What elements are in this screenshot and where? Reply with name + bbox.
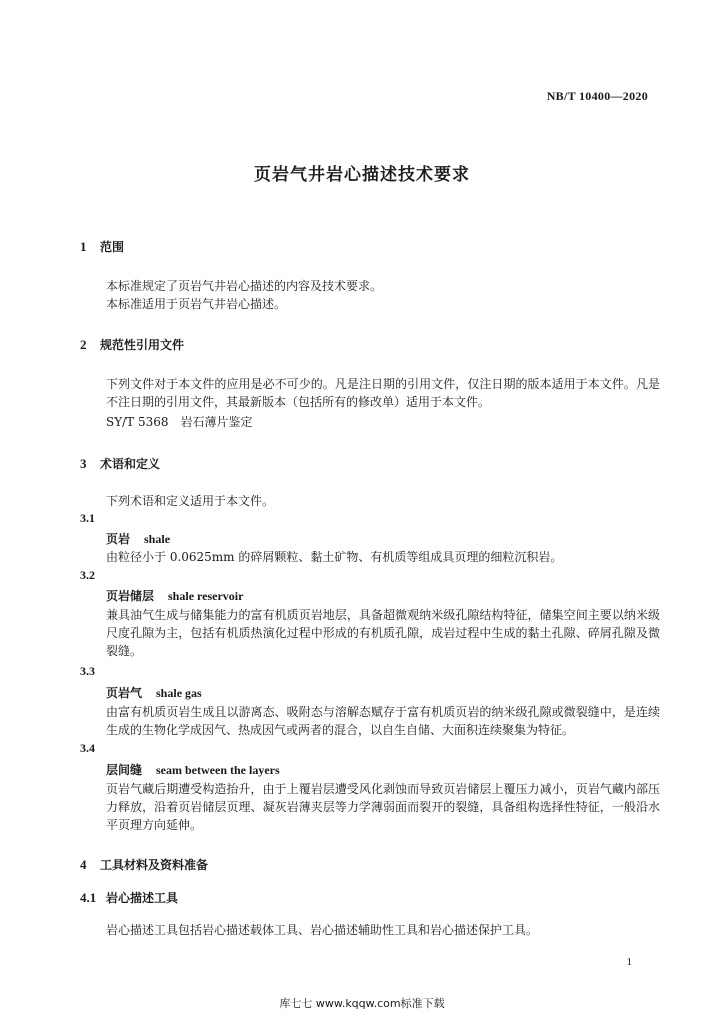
term-en: shale xyxy=(144,532,171,546)
term-definition xyxy=(80,548,660,566)
section-title: 工具材料及资料准备 xyxy=(100,858,209,872)
paragraph-text: 下列文件对于本文件的应用是必不可少的。凡是注日期的引用文件，仅注日期的版本适用于本文件。凡是不注日期的引用文件，其最新版本（包括所有的修改单）适用于本文件。 xyxy=(106,377,660,409)
term-definition xyxy=(80,703,660,739)
subsection-number: 4.1 xyxy=(80,890,97,905)
definition-text: 兼具油气生成与储集能力的富有机质页岩地层，具备超微观纳米级孔隙结构特征，储集空间主要以纳米级尺度孔隙为主，包括有机质热演化过程中形成的有机质孔隙，成岩过程中生成的黏土孔隙、碎屑孔隙及微裂缝。 xyxy=(106,608,660,658)
term-number: 3.1 xyxy=(80,511,95,525)
term-heading xyxy=(106,684,202,701)
definition-text: 由富有机质页岩生成且以游离态、吸附态与溶解态赋存于富有机质页岩的纳米级孔隙或微裂缝中，是连续生成的生物化学成因气、热成因气或两者的混合，以自生自储、大面积连续聚集为特征。 xyxy=(106,705,660,737)
document-title: 页岩气井岩心描述技术要求 xyxy=(254,165,470,185)
term-heading xyxy=(106,530,170,547)
term-en: seam between the layers xyxy=(156,763,280,777)
section-title: 术语和定义 xyxy=(100,457,161,471)
term-zh: 页岩储层 xyxy=(106,589,155,603)
page-number: 1 xyxy=(626,956,632,968)
normative-paragraph xyxy=(80,375,660,411)
term-definition xyxy=(80,780,660,834)
terms-intro: 下列术语和定义适用于本文件。 xyxy=(106,494,275,508)
section-title: 范围 xyxy=(100,240,125,254)
section-title: 规范性引用文件 xyxy=(100,338,185,352)
section-number: 4 xyxy=(80,857,87,872)
section-number: 1 xyxy=(80,239,87,254)
term-en: shale reservoir xyxy=(168,589,244,603)
section-number: 2 xyxy=(80,337,87,352)
term-heading xyxy=(106,761,280,778)
term-definition xyxy=(80,606,660,660)
term-number: 3.2 xyxy=(80,568,95,582)
term-heading xyxy=(106,587,243,604)
reference-item: SY/T 5368 岩石薄片鉴定 xyxy=(106,415,253,429)
section-4-heading xyxy=(80,856,208,873)
definition-text: 页岩气藏后期遭受构造抬升，由于上覆岩层遭受风化剥蚀而导致页岩储层上覆压力减小，页岩气藏内部压力释放，沿着页岩储层页理、凝灰岩薄夹层等力学薄弱面而裂开的裂缝，具备组构选择性特征，一般沿水平页理方向延伸。 xyxy=(106,782,660,832)
footer-watermark: 库七七 www.kqqw.com标准下载 xyxy=(279,997,445,1010)
subsection-title: 岩心描述工具 xyxy=(106,891,179,905)
section-3-heading xyxy=(80,455,160,472)
section-number: 3 xyxy=(80,456,87,471)
term-zh: 页岩 xyxy=(106,532,131,546)
scope-line-1: 本标准规定了页岩气井岩心描述的内容及技术要求。 xyxy=(106,279,383,293)
term-zh: 页岩气 xyxy=(106,686,143,700)
section-2-heading xyxy=(80,336,184,353)
standard-code: NB/T 10400—2020 xyxy=(546,89,648,103)
tools-paragraph: 岩心描述工具包括岩心描述载体工具、岩心描述辅助性工具和岩心描述保护工具。 xyxy=(106,923,539,937)
term-en: shale gas xyxy=(156,686,202,700)
scope-line-2: 本标准适用于页岩气井岩心描述。 xyxy=(106,297,287,311)
term-number: 3.4 xyxy=(80,741,95,755)
term-zh: 层间缝 xyxy=(106,763,143,777)
section-1-heading xyxy=(80,238,124,255)
definition-text: 由粒径小于 0.0625mm 的碎屑颗粒、黏土矿物、有机质等组成具页理的细粒沉积岩。 xyxy=(106,550,563,564)
term-number: 3.3 xyxy=(80,664,95,678)
subsection-4-1-heading xyxy=(80,889,178,906)
